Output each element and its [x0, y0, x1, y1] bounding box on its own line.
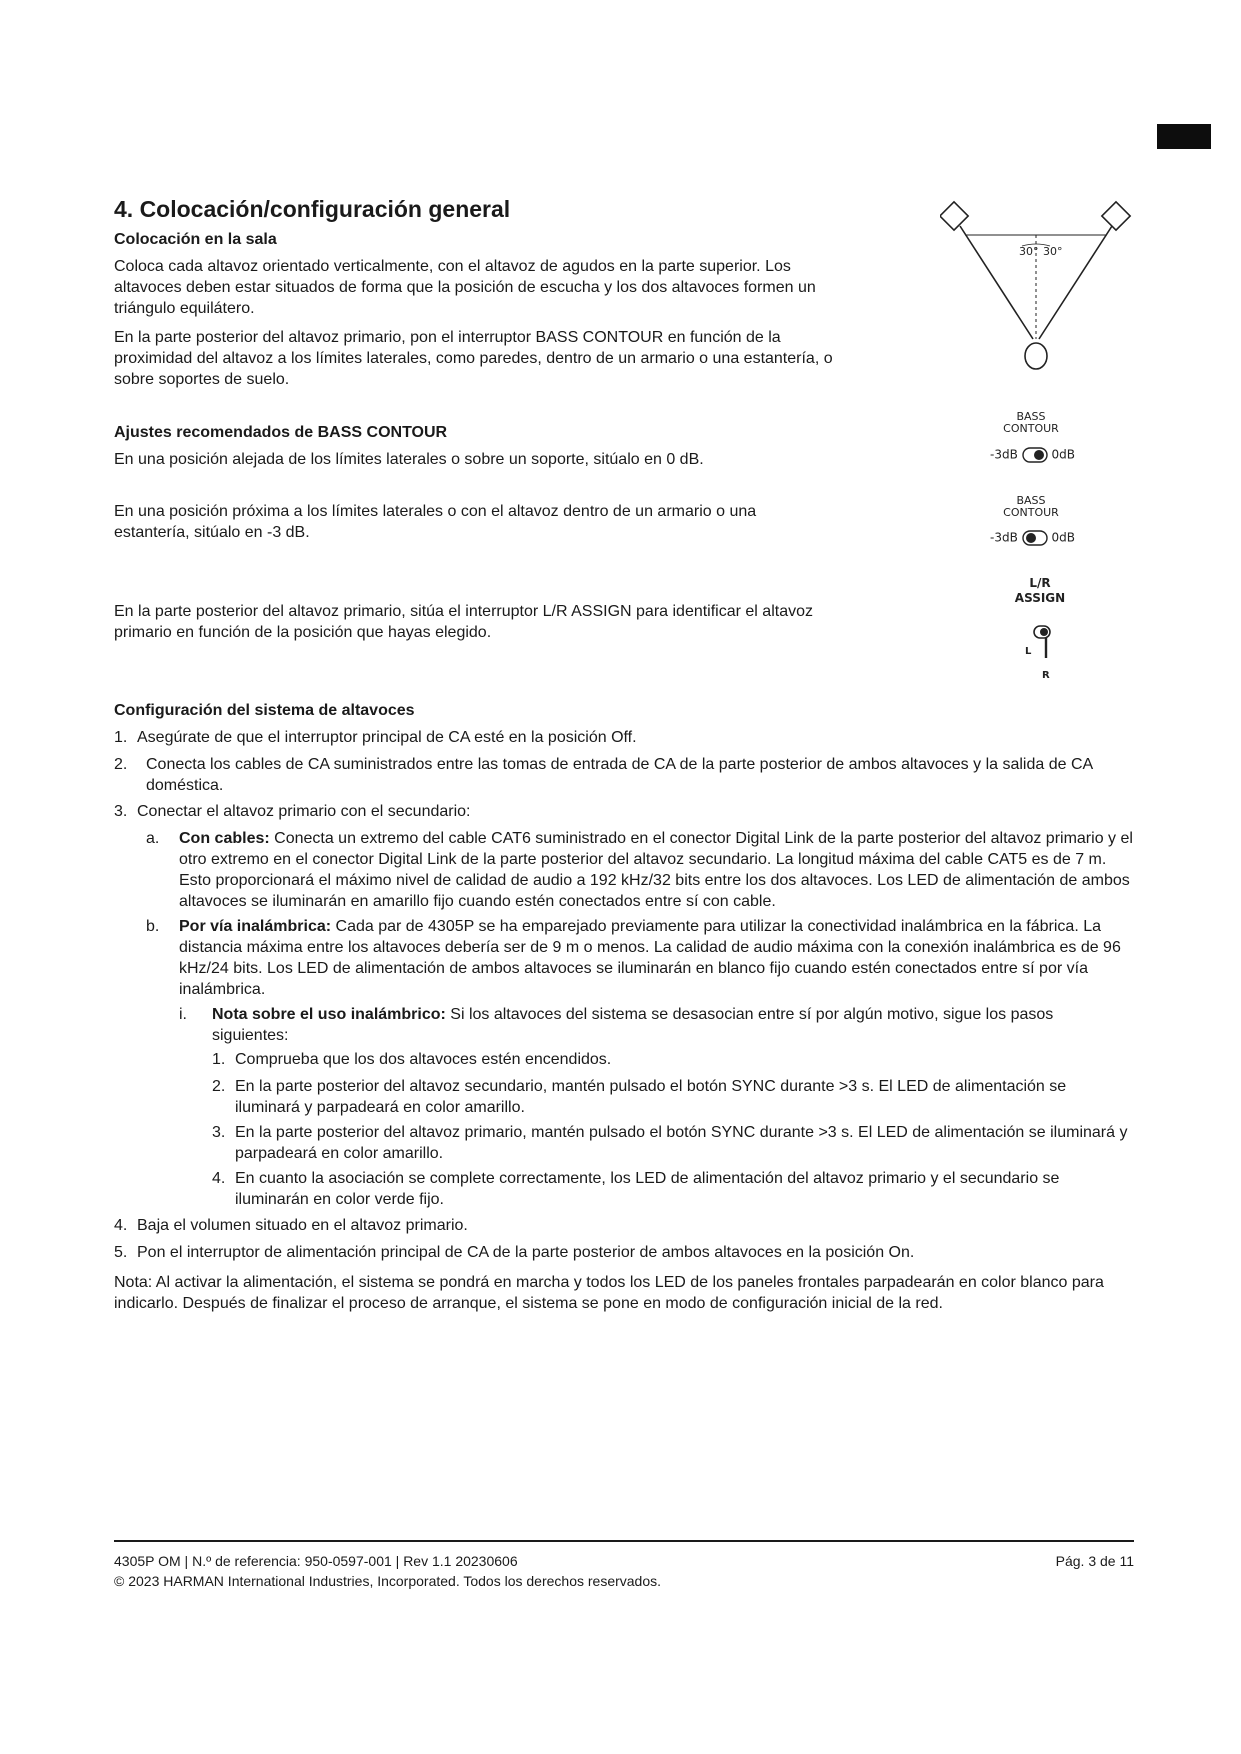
listener-head-icon — [1025, 343, 1047, 369]
footer-reference: 4305P OM | N.º de referencia: 950-0597-001 | Rev 1.1 20230606 — [114, 1553, 518, 1569]
lr-r-label: R — [1042, 670, 1050, 681]
bass-contour-title: Ajustes recomendados de BASS CONTOUR — [114, 424, 448, 441]
equilateral-triangle-diagram — [940, 198, 1140, 378]
placement-paragraph-1: Coloca cada altavoz orientado verticalmente, con el altavoz de agudos en la parte superior. Los altavoces deben estar situados de forma que la posición de escucha y los dos altavoces formen un triángulo equilátero. — [114, 258, 816, 317]
switch-toggle-icon — [1022, 530, 1048, 546]
bass-contour-label-1: BASS CONTOUR — [1003, 410, 1059, 435]
right-speaker-icon — [1102, 202, 1130, 230]
bass-switch-1: -3dB 0dB — [990, 447, 1075, 462]
angle-left-label: 30° — [1019, 245, 1039, 258]
angle-right-label: 30° — [1043, 245, 1063, 258]
language-tab-marker — [1157, 124, 1211, 149]
bass-contour-label-2: BASS CONTOUR — [1003, 494, 1059, 519]
placement-title: Colocación en la sala — [114, 231, 277, 248]
bass-contour-near: En una posición próxima a los límites laterales o con el altavoz dentro de un armario o una estantería, sitúalo en -3 dB. — [114, 503, 757, 541]
lr-assign-paragraph: En la parte posterior del altavoz primario, sitúa el interruptor L/R ASSIGN para identificar el altavoz primario en función de la posición que hayas elegido. — [114, 603, 813, 641]
lr-l-label: L — [1025, 646, 1032, 657]
switch-toggle-icon — [1022, 447, 1048, 463]
lr-assign-switch-icon — [1018, 624, 1062, 682]
lr-assign-label: L/R ASSIGN — [1014, 576, 1066, 605]
config-title: Configuración del sistema de altavoces — [114, 702, 415, 719]
footer-copyright: © 2023 HARMAN International Industries, Incorporated. Todos los derechos reservados. — [114, 1573, 662, 1589]
section-heading: 4. Colocación/configuración general — [114, 196, 511, 222]
footer-divider — [114, 1540, 1134, 1542]
page-number: Pág. 3 de 11 — [1055, 1553, 1134, 1569]
left-speaker-icon — [940, 202, 968, 230]
placement-paragraph-2: En la parte posterior del altavoz primario, pon el interruptor BASS CONTOUR en función de la proximidad del altavoz a los límites laterales, como paredes, dentro de un armario o una estantería, o sobre soportes de suelo. — [114, 329, 833, 388]
bass-contour-far: En una posición alejada de los límites laterales o sobre un soporte, sitúalo en 0 dB. — [114, 451, 704, 468]
power-note: Nota: Al activar la alimentación, el sistema se pondrá en marcha y todos los LED de los paneles frontales parpadearán en color blanco para indicarlo. Después de finalizar el proceso de arranque, el sistema se pone en modo de configuración inicial de la red. — [114, 1274, 1104, 1312]
bass-switch-2: -3dB 0dB — [990, 530, 1075, 545]
